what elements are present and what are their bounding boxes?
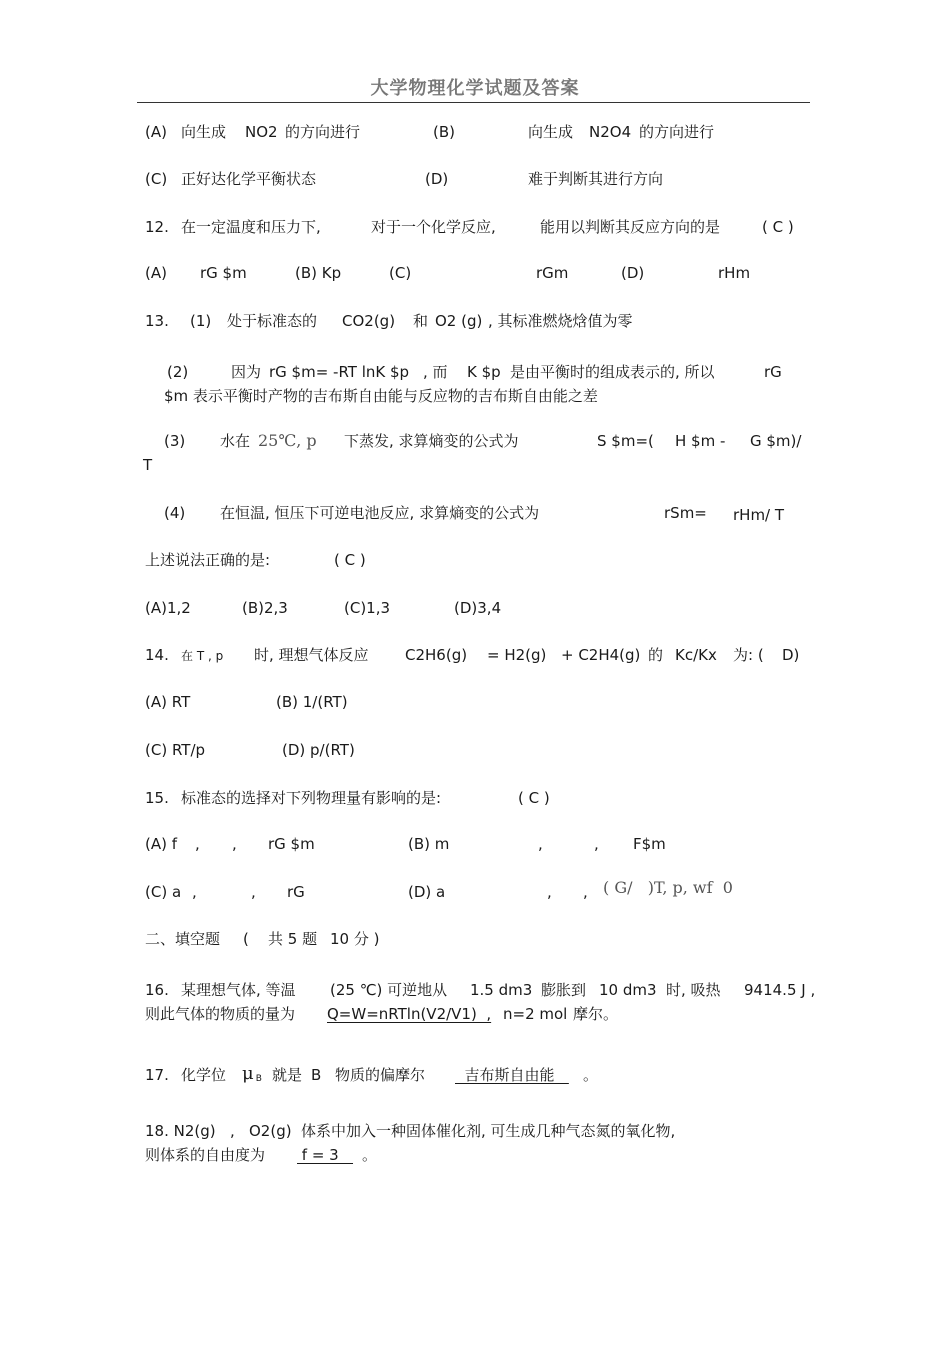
q14-option-c: (C) RT/p (145, 741, 206, 759)
q11-option-b-chem: N2O4 (589, 123, 632, 141)
q18-text-b: O2(g) (249, 1122, 292, 1140)
q18-line2: 则体系的自由度为 (145, 1146, 266, 1164)
q12-option-c-text: rGm (536, 264, 569, 282)
q15-option-a-label: (A) f (145, 835, 178, 853)
q16-text-b: (25 ℃) 可逆地从 (330, 981, 448, 999)
q13-p4-label: (4) (164, 504, 186, 522)
q11-option-d-label: (D) (425, 170, 449, 188)
q13-p3-text-a: 水在 (220, 432, 251, 450)
q17-text-b: 就是 (272, 1066, 303, 1084)
q13-p2-text-f: rG (764, 363, 782, 381)
q13-p1-label: (1) (190, 312, 212, 330)
q14-text-f: Kc/Kx (675, 646, 717, 664)
q17-text-d: 物质的偏摩尔 (335, 1066, 426, 1084)
q13-p2-text-d: K $p (467, 363, 501, 381)
q12-option-d-text: rHm (718, 264, 751, 282)
q11-option-a-rest: 的方向进行 (285, 123, 361, 141)
q16-text-d: 膨胀到 (541, 981, 587, 999)
q11-option-c-label: (C) (145, 170, 168, 188)
q12-stem-2: 对于一个化学反应, (371, 218, 496, 236)
q18-text-c: 体系中加入一种固体催化剂, 可生成几种气态氮的氧化物, (301, 1122, 676, 1140)
q13-option-b: (B)2,3 (242, 599, 288, 617)
q14-text-b: C2H6(g) (405, 646, 468, 664)
q15-option-c-comma-2: , (251, 883, 256, 901)
q13-p4-text-b: rSm= (664, 504, 707, 522)
q12-answer: ( C ) (762, 218, 794, 236)
header-divider (137, 102, 810, 103)
q13-p3-label: (3) (164, 432, 186, 450)
q17-text-c: B (311, 1066, 322, 1084)
q11-option-b-text: 向生成 (528, 123, 574, 141)
q17-text-a: 化学位 (181, 1066, 227, 1084)
q11-option-a-text: 向生成 (181, 123, 227, 141)
q13-number: 13. (145, 312, 169, 330)
q15-option-c-label: (C) a (145, 883, 182, 901)
q13-p4-text-a: 在恒温, 恒压下可逆电池反应, 求算熵变的公式为 (220, 504, 540, 522)
q16-text-g: 9414.5 J , (744, 981, 816, 999)
q11-option-c-text: 正好达化学平衡状态 (181, 170, 317, 188)
q13-option-d: (D)3,4 (454, 599, 502, 617)
q11-option-a-chem: NO2 (245, 123, 278, 141)
q14-condition: 在 T , p (181, 649, 224, 663)
q13-p3-condition: 25℃, p (258, 431, 317, 450)
q16-line2-text: 则此气体的物质的量为 (145, 1005, 296, 1023)
q13-p2-label: (2) (167, 363, 189, 381)
q15-option-d-comma-1: , (547, 883, 552, 901)
q15-option-b-comma-1: , (538, 835, 543, 853)
q13-p3-text-d: H $m - (675, 432, 726, 450)
q13-p2-text-a: 因为 (231, 363, 262, 381)
q18-answer-blank: f = 3 (297, 1146, 354, 1164)
q12-option-a-text: rG $m (200, 264, 247, 282)
q11-option-a-label: (A) (145, 123, 167, 141)
q15-number: 15. (145, 789, 169, 807)
section-2-note: 共 5 题 (268, 930, 318, 948)
q16-text-f: 时, 吸热 (666, 981, 721, 999)
q15-option-c-comma-1: , (192, 883, 197, 901)
q16-answer-blank: Q=W=nRTln(V2/V1) , (327, 1005, 492, 1023)
q14-number: 14. (145, 646, 169, 664)
q13-p3-text-e: G $m)/ (750, 432, 802, 450)
q13-p3-line2: T (143, 456, 153, 474)
q14-text-e: 的 (648, 646, 664, 664)
q16-text-a: 某理想气体, 等温 (181, 981, 296, 999)
section-2-score: 10 分 ) (330, 930, 380, 948)
q13-answer: ( C ) (334, 551, 366, 569)
q15-answer: ( C ) (518, 789, 550, 807)
q13-p4-text-c: rHm/ T (733, 506, 785, 524)
section-2-note-open: ( (243, 930, 249, 948)
q12-stem-3: 能用以判断其反应方向的是 (540, 218, 721, 236)
q13-p2-text-e: 是由平衡时的组成表示的, 所以 (510, 363, 715, 381)
q17-number: 17. (145, 1066, 169, 1084)
q12-stem-1: 在一定温度和压力下, (181, 218, 321, 236)
q15-option-a-comma-1: , (195, 835, 200, 853)
q12-option-d-label: (D) (621, 264, 645, 282)
q12-option-c-label: (C) (389, 264, 412, 282)
q18-end: 。 (362, 1146, 378, 1164)
q13-p1-text-a: 处于标准态的 (227, 312, 318, 330)
q15-option-b-comma-2: , (594, 835, 599, 853)
q16-text-e: 10 dm3 (599, 981, 657, 999)
q14-text-c: = H2(g) (487, 646, 547, 664)
q18-text-a: , (230, 1122, 235, 1140)
q14-text-d: + C2H4(g) (561, 646, 641, 664)
q16-line2-moles: n=2 mol (503, 1005, 568, 1023)
q17-answer-blank: 吉布斯自由能 (455, 1066, 569, 1084)
q13-p3-text-c: S $m=( (597, 432, 654, 450)
q13-p1-text-d: O2 (g) (435, 312, 483, 330)
page-header-title: 大学物理化学试题及答案 (370, 78, 580, 99)
section-2-title: 二、填空题 (145, 930, 221, 948)
q15-option-a-comma-2: , (232, 835, 237, 853)
q13-p1-text-e: , 其标准燃烧焓值为零 (488, 312, 633, 330)
q15-option-c-value: rG (287, 883, 305, 901)
q13-p2-line2: $m 表示平衡时产物的吉布斯自由能与反应物的吉布斯自由能之差 (164, 387, 598, 405)
q17-end: 。 (583, 1066, 599, 1084)
q11-option-d-text: 难于判断其进行方向 (528, 170, 664, 188)
q14-option-b: (B) 1/(RT) (276, 693, 348, 711)
q13-conclusion: 上述说法正确的是: (145, 551, 271, 569)
q13-option-a: (A)1,2 (145, 599, 191, 617)
q15-option-d-comma-2: , (583, 883, 588, 901)
q14-text-a: 时, 理想气体反应 (254, 646, 369, 664)
q14-option-a: (A) RT (145, 693, 191, 711)
q14-text-g: 为: ( (733, 646, 764, 664)
q15-text: 标准态的选择对下列物理量有影响的是: (181, 789, 442, 807)
q12-option-b: (B) Kp (295, 264, 342, 282)
q15-option-d-label: (D) a (408, 883, 446, 901)
q13-p2-text-c: , 而 (423, 363, 448, 381)
q15-option-d-expression: ( G/ )T, p, wf 0 (603, 878, 733, 897)
q15-option-a-value: rG $m (268, 835, 315, 853)
q13-p2-text-b: rG $m= -RT lnK $p (269, 363, 410, 381)
q17-chemical-potential-symbol: μ $_B$ (242, 1063, 262, 1084)
q14-option-d: (D) p/(RT) (282, 741, 355, 759)
q14-answer: D) (782, 646, 800, 664)
q16-line2-end: 摩尔。 (573, 1005, 619, 1023)
q13-p3-text-b: 下蒸发, 求算熵变的公式为 (344, 432, 519, 450)
q13-p1-text-c: 和 (413, 312, 429, 330)
q12-number: 12. (145, 218, 169, 236)
q11-option-b-label: (B) (433, 123, 455, 141)
q16-number: 16. (145, 981, 169, 999)
q18-number: 18. N2(g) (145, 1122, 216, 1140)
q16-text-c: 1.5 dm3 (470, 981, 533, 999)
q11-option-b-rest: 的方向进行 (639, 123, 715, 141)
q12-option-a-label: (A) (145, 264, 167, 282)
q13-p1-text-b: CO2(g) (342, 312, 396, 330)
q15-option-b-value: F$m (633, 835, 666, 853)
q15-option-b-label: (B) m (408, 835, 450, 853)
q13-option-c: (C)1,3 (344, 599, 391, 617)
